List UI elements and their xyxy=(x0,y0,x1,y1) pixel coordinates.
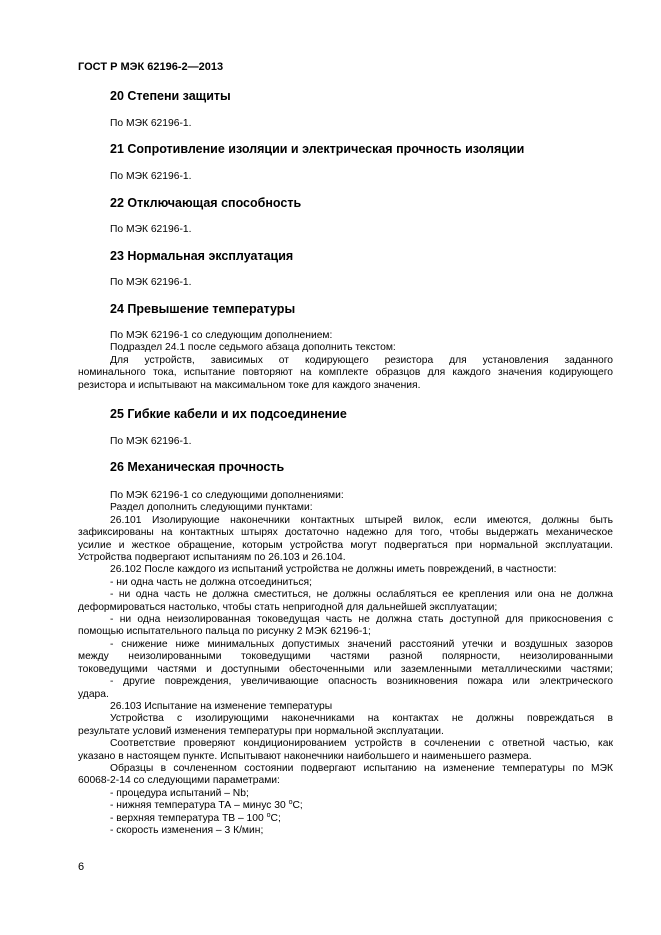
paragraph: По МЭК 62196-1 со следующими дополнениями: xyxy=(110,490,344,501)
section-23-text: По МЭК 62196-1. xyxy=(110,277,192,288)
section-22-title: 22 Отключающая способность xyxy=(110,196,302,210)
list-item: - процедура испытаний – Nb; xyxy=(110,787,249,799)
paragraph-line: резистора и испытывают на максимальном токе для каждого значения. xyxy=(78,379,421,391)
section-25-text: По МЭК 62196-1. xyxy=(110,436,192,447)
section-21-text: По МЭК 62196-1. xyxy=(110,171,192,182)
unit-text: С; xyxy=(292,800,303,812)
section-24-title: 24 Превышение температуры xyxy=(110,302,296,316)
section-26-title: 26 Механическая прочность xyxy=(110,460,285,474)
list-item: - ни одна неизолированная токоведущая часть не должна стать доступной для прикосновения с xyxy=(110,614,613,626)
list-item xyxy=(78,813,613,825)
degree-sign: o xyxy=(266,811,271,819)
list-item: - снижение ниже минимальных допустимых значений расстояний утечки и воздушных зазоров xyxy=(110,638,613,650)
paragraph-line: номинального тока, испытание повторяют на комплекте образцов для каждого значения кодирующего xyxy=(78,367,613,379)
paragraph: Подраздел 24.1 после седьмого абзаца дополнить текстом: xyxy=(110,342,396,354)
section-24-body xyxy=(78,330,613,392)
paragraph-line: 60068-2-14 со следующими параметрами: xyxy=(78,775,280,787)
paragraph: По МЭК 62196-1 со следующим дополнением: xyxy=(110,330,333,341)
page-number: 6 xyxy=(78,861,85,873)
paragraph-line: результате условий изменения температуры при нормальной эксплуатации. xyxy=(78,725,444,737)
degree-sign: o xyxy=(288,799,293,807)
paragraph-line: Устройства с изолирующими наконечниками на контактах не должны повреждаться в xyxy=(110,713,613,725)
list-item: - скорость изменения – 3 К/мин; xyxy=(110,824,264,836)
unit-text: С; xyxy=(270,812,281,824)
paragraph-line: Образцы в сочлененном состоянии подвергают испытанию на изменение температуры по МЭК xyxy=(110,762,613,774)
document-header: ГОСТ Р МЭК 62196-2—2013 xyxy=(78,61,224,73)
section-20-text: По МЭК 62196-1. xyxy=(110,118,192,129)
section-22-text: По МЭК 62196-1. xyxy=(110,224,192,235)
list-item: - ни одна часть не должна сместиться, не должны ослабляться ее крепления или она не должна xyxy=(110,589,613,601)
section-25-title: 25 Гибкие кабели и их подсоединение xyxy=(110,407,347,421)
paragraph-line: зафиксированы на контактных штырях достаточно надежно для того, чтобы выдержать механическое xyxy=(78,527,613,539)
section-26-body xyxy=(78,490,613,837)
paragraph-line: Для устройств, зависимых от кодирующего резистора для установления заданного xyxy=(110,354,613,366)
section-23-title: 23 Нормальная эксплуатация xyxy=(110,249,294,263)
paragraph-line: деформироваться настолько, чтобы стать непригодной для дальнейшей эксплуатации; xyxy=(78,601,498,613)
paragraph-line: помощью испытательного пальца по рисунку 2 МЭК 62196-1; xyxy=(78,626,371,638)
paragraph-line: усилие и жесткое обращение, которым устройства могут подвергаться при нормальной эксплуатации. xyxy=(78,539,613,551)
subsection-title: 26.103 Испытание на изменение температуры xyxy=(110,700,333,712)
paragraph-line: Соответствие проверяют кондиционированием устройств в сочленении с ответной частью, как xyxy=(110,738,613,750)
paragraph-line: удара. xyxy=(78,688,109,700)
paragraph-line: указано в настоящем пункте. Испытывают наконечники наибольшего и наименьшего размера. xyxy=(78,750,532,762)
section-21-title: 21 Сопротивление изоляции и электрическая прочность изоляции xyxy=(110,142,525,156)
list-item: - другие повреждения, увеличивающие опасность возникновения пожара или электрического xyxy=(110,676,613,688)
paragraph-line: 26.101 Изолирующие наконечники контактных штырей вилок, если имеются, должны быть xyxy=(110,514,613,526)
paragraph: Раздел дополнить следующими пунктами: xyxy=(110,502,313,514)
paragraph-line: Устройства подвергают испытаниям по 26.103 и 26.104. xyxy=(78,552,346,564)
section-20-title: 20 Степени защиты xyxy=(110,89,231,103)
list-item: - ни одна часть не должна отсоединиться; xyxy=(110,576,312,588)
paragraph-line: между неизолированными токоведущими частями разной полярности, неизолированными xyxy=(78,651,613,663)
list-item xyxy=(78,800,613,812)
paragraph-line: 26.102 После каждого из испытаний устройства не должны иметь повреждений, в частности: xyxy=(110,564,557,576)
list-item-text: - нижняя температура ТА – минус 30 xyxy=(110,800,286,812)
list-item-text: - верхняя температура ТВ – 100 xyxy=(110,812,264,824)
paragraph-line: токоведущими частями и доступными обесточенными или заземленными металлическими частями; xyxy=(78,663,613,675)
